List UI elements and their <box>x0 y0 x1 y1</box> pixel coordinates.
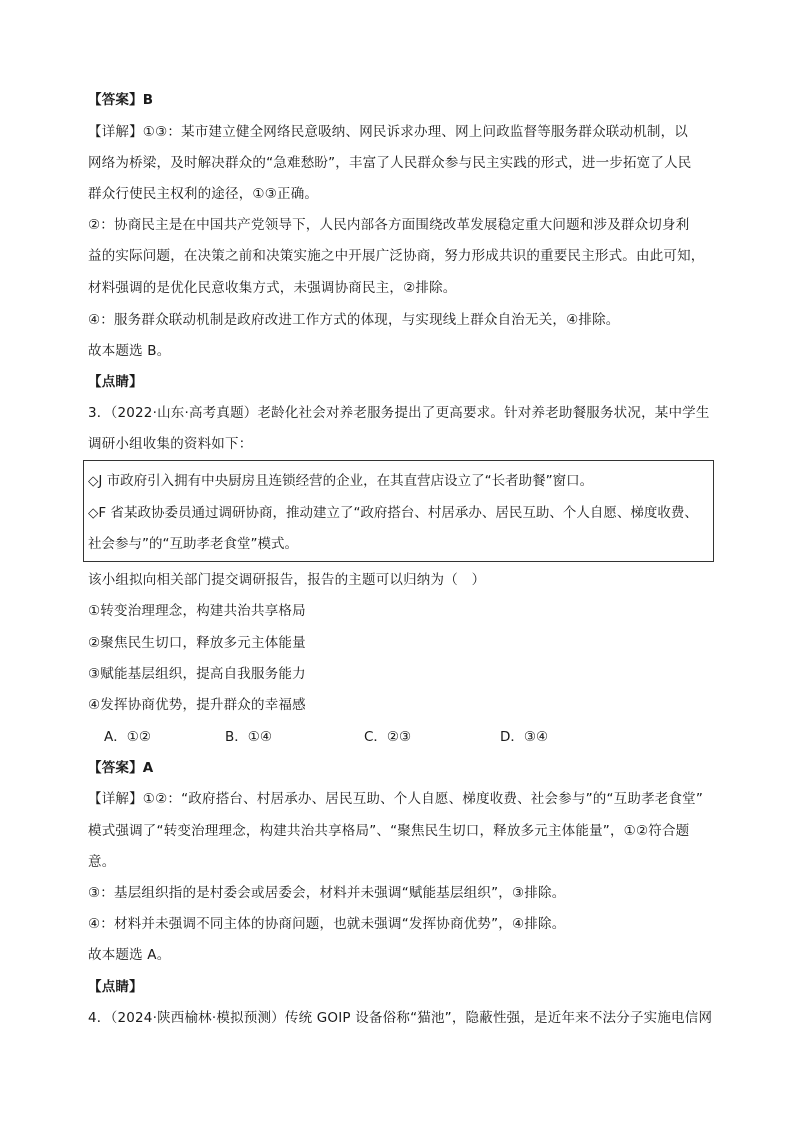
option-c: C．②③ <box>364 729 412 745</box>
statement-item: ④发挥协商优势，提升群众的幸福感 <box>88 697 306 713</box>
detail-paragraph-line: 模式强调了“转变治理理念，构建共治共享格局”、“聚焦民生切口，释放多元主体能量”，①②符合题 <box>88 823 690 839</box>
question-prompt: 该小组拟向相关部门提交调研报告，报告的主题可以归纳为（ ） <box>88 572 486 588</box>
detail-paragraph-line: 意。 <box>88 854 116 870</box>
detail-paragraph-line: 网络为桥梁，及时解决群众的“急难愁盼”，丰富了人民群众参与民主实践的形式，进一步拓宽了人民 <box>88 155 692 171</box>
analysis-paragraph-line: ③：基层组织指的是村委会或居委会，材料并未强调“赋能基层组织”，③排除。 <box>88 885 566 901</box>
detail-paragraph-line: 【详解】①③：某市建立健全网络民意吸纳、网民诉求办理、网上问政监督等服务群众联动机制，以 <box>88 124 689 140</box>
detail-paragraph-line: 【详解】①②：“政府搭台、村居承办、居民互助、个人自愿、梯度收费、社会参与”的“互助孝老食堂” <box>88 791 704 807</box>
option-a: A．①② <box>104 729 151 745</box>
analysis-paragraph-line: ②：协商民主是在中国共产党领导下，人民内部各方面围绕改革发展稳定重大问题和涉及群众切身利 <box>88 217 690 233</box>
answer-label: 【答案】A <box>88 760 154 776</box>
conclusion: 故本题选 A。 <box>88 947 171 963</box>
analysis-paragraph-line: 益的实际问题，在决策之前和决策实施之中开展广泛协商，努力形成共识的重要民主形式。由此可知， <box>88 248 705 264</box>
analysis-paragraph-line: ④：材料并未强调不同主体的协商问题，也就未强调“发挥协商优势”，④排除。 <box>88 916 566 932</box>
statement-item: ①转变治理理念，构建共治共享格局 <box>88 603 306 619</box>
answer-label: 【答案】B <box>88 92 154 108</box>
point-label: 【点睛】 <box>88 979 143 995</box>
question-stem-line: 4．（2024·陕西榆林·模拟预测）传统 GOIP 设备俗称“猫池”，隐蔽性强，是近年来不法分子实施电信网 <box>88 1010 713 1026</box>
material-box <box>83 460 714 562</box>
conclusion: 故本题选 B。 <box>88 343 171 359</box>
material-line: ◇F 省某政协委员通过调研协商，推动建立了“政府搭台、村居承办、居民互助、个人自愿、梯度收费、 <box>88 505 698 521</box>
statement-item: ②聚焦民生切口，释放多元主体能量 <box>88 635 306 651</box>
question-stem-line: 调研小组收集的资料如下： <box>88 436 253 452</box>
point-label: 【点睛】 <box>88 374 143 390</box>
analysis-paragraph-line: ④：服务群众联动机制是政府改进工作方式的体现，与实现线上群众自治无关，④排除。 <box>88 312 620 328</box>
detail-paragraph-line: 群众行使民主权利的途径，①③正确。 <box>88 186 319 202</box>
option-d: D．③④ <box>500 729 549 745</box>
option-b: B．①④ <box>225 729 272 745</box>
material-line: ◇J 市政府引入拥有中央厨房且连锁经营的企业，在其直营店设立了“长者助餐”窗口。 <box>88 473 594 489</box>
analysis-paragraph-line: 材料强调的是优化民意收集方式，未强调协商民主，②排除。 <box>88 280 457 296</box>
question-stem-line: 3．（2022·山东·高考真题）老龄化社会对养老服务提出了更高要求。针对养老助餐服务状况，某中学生 <box>88 405 710 421</box>
material-line: 社会参与”的“互助孝老食堂”模式。 <box>88 536 298 552</box>
statement-item: ③赋能基层组织，提高自我服务能力 <box>88 666 306 682</box>
